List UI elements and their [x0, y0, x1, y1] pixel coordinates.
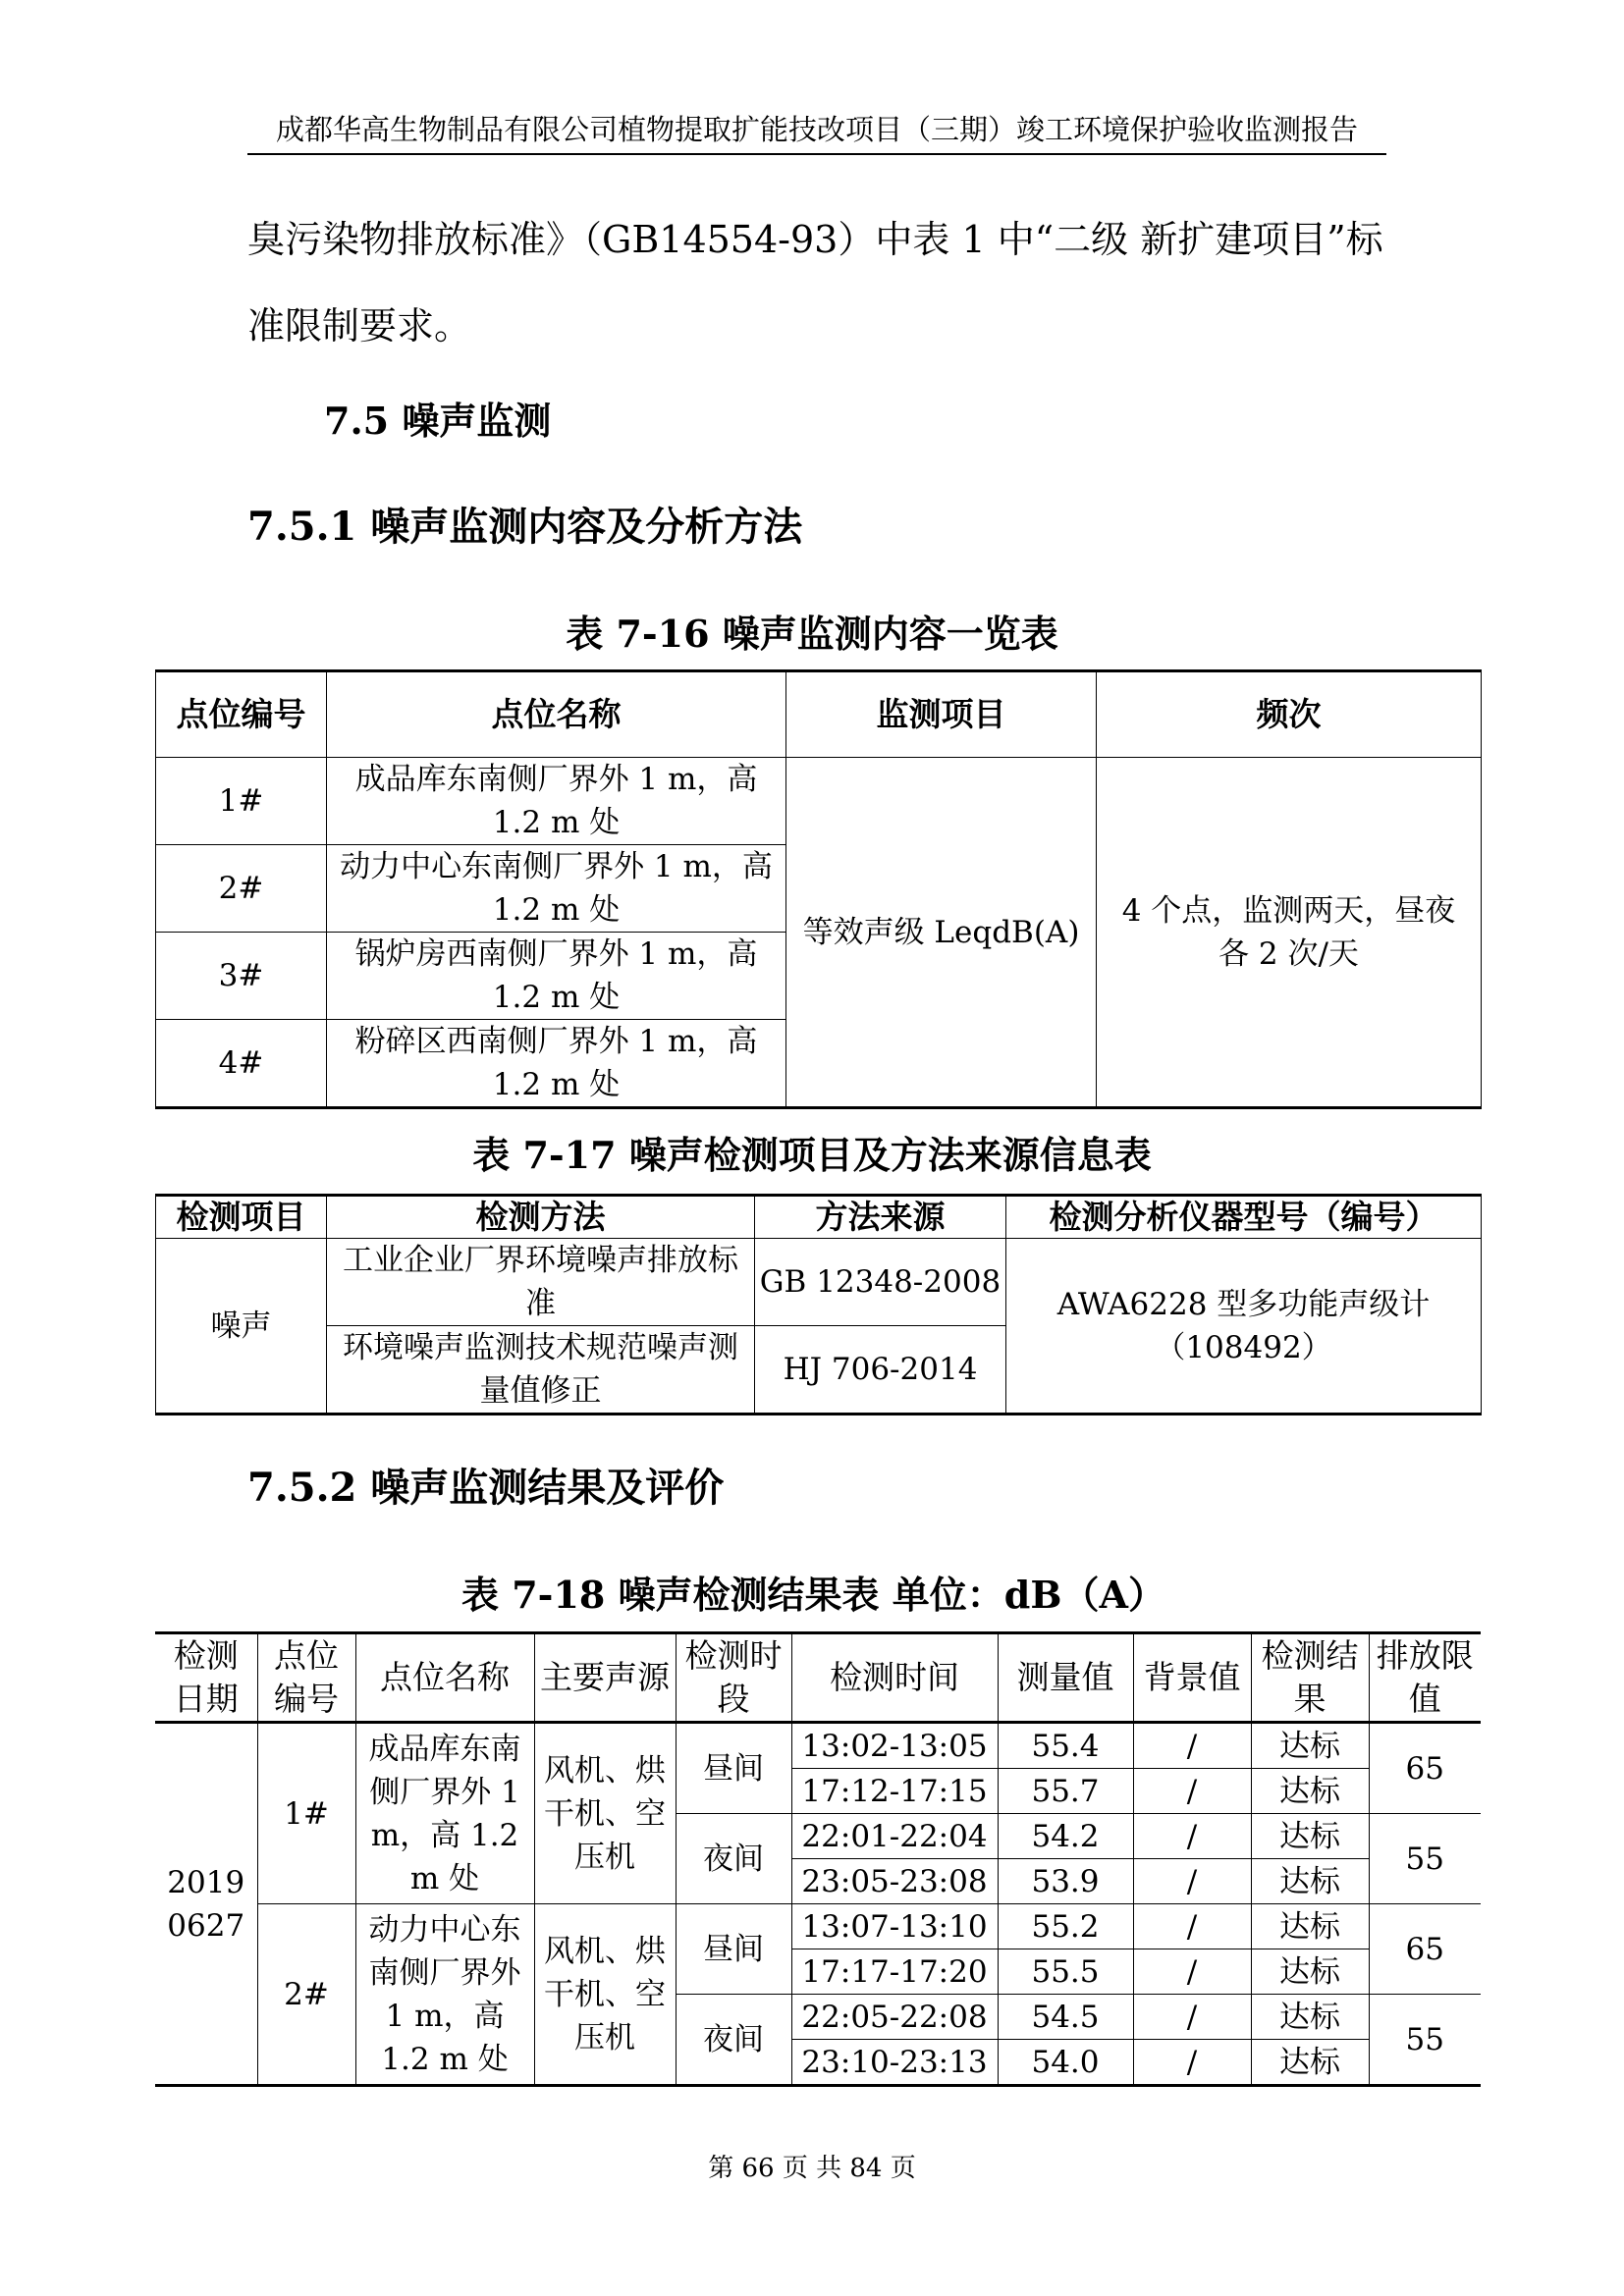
- test-time: 23:10-23:13: [791, 2040, 998, 2086]
- point-name: 成品库东南侧厂界外 1 m，高 1.2 m 处: [355, 1723, 534, 1904]
- test-method: 工业企业厂界环境噪声排放标准: [327, 1239, 755, 1326]
- background-value: /: [1133, 1904, 1251, 1949]
- test-time: 22:01-22:04: [791, 1814, 998, 1859]
- section-7-5-title: 7.5 噪声监测: [324, 399, 552, 443]
- table-header-cell: 测量值: [998, 1633, 1133, 1723]
- test-result: 达标: [1251, 2040, 1369, 2086]
- test-time: 13:07-13:10: [791, 1904, 998, 1949]
- section-7-5-2-title: 7.5.2 噪声监测结果及评价: [247, 1465, 725, 1511]
- test-date: 2019 0627: [155, 1723, 257, 2086]
- emission-limit: 65: [1369, 1904, 1481, 1995]
- point-name: 动力中心东南侧厂界外 1 m，高 1.2 m 处: [355, 1904, 534, 2086]
- test-period: 昼间: [676, 1904, 791, 1995]
- test-time: 13:02-13:05: [791, 1723, 998, 1769]
- test-result: 达标: [1251, 1995, 1369, 2040]
- method-source: GB 12348-2008: [755, 1239, 1006, 1326]
- monitoring-item: 等效声级 LeqdB(A): [786, 758, 1097, 1108]
- point-id: 3#: [156, 933, 327, 1020]
- section-7-5-1-title: 7.5.1 噪声监测内容及分析方法: [247, 504, 803, 550]
- test-result: 达标: [1251, 1814, 1369, 1859]
- point-name: 动力中心东南侧厂界外 1 m，高 1.2 m 处: [327, 845, 786, 933]
- table-header-cell: 方法来源: [755, 1196, 1006, 1239]
- point-name: 锅炉房西南侧厂界外 1 m，高 1.2 m 处: [327, 933, 786, 1020]
- instrument-model: AWA6228 型多功能声级计（108492）: [1006, 1239, 1482, 1415]
- measured-value: 53.9: [998, 1859, 1133, 1904]
- table-7-18: [155, 1631, 1481, 2087]
- emission-limit: 55: [1369, 1814, 1481, 1904]
- table-header-cell: 监测项目: [786, 671, 1097, 758]
- table-header-cell: 检测分析仪器型号（编号）: [1006, 1196, 1482, 1239]
- test-item: 噪声: [156, 1239, 327, 1415]
- emission-limit: 65: [1369, 1723, 1481, 1814]
- table-header-cell: 检测结果: [1251, 1633, 1369, 1723]
- test-period: 夜间: [676, 1995, 791, 2086]
- test-result: 达标: [1251, 1723, 1369, 1769]
- table-7-16-caption: 表 7-16 噪声监测内容一览表: [566, 612, 1058, 656]
- intro-line-1: 臭污染物排放标准》（GB14554-93）中表 1 中“二级 新扩建项目”标: [247, 218, 1383, 261]
- table-header-cell: 检测方法: [327, 1196, 755, 1239]
- table-header-cell: 检测时间: [791, 1633, 998, 1723]
- table-7-16: [155, 669, 1482, 1109]
- main-source: 风机、烘干机、空压机: [534, 1723, 676, 1904]
- background-value: /: [1133, 2040, 1251, 2086]
- table-header-cell: 点位编号: [257, 1633, 355, 1723]
- table-header-cell: 点位名称: [355, 1633, 534, 1723]
- measured-value: 55.5: [998, 1949, 1133, 1995]
- point-name: 成品库东南侧厂界外 1 m，高 1.2 m 处: [327, 758, 786, 845]
- test-period: 昼间: [676, 1723, 791, 1814]
- table-header-cell: 背景值: [1133, 1633, 1251, 1723]
- test-result: 达标: [1251, 1904, 1369, 1949]
- test-result: 达标: [1251, 1769, 1369, 1814]
- background-value: /: [1133, 1949, 1251, 1995]
- measured-value: 54.2: [998, 1814, 1133, 1859]
- point-name: 粉碎区西南侧厂界外 1 m，高 1.2 m 处: [327, 1020, 786, 1108]
- test-result: 达标: [1251, 1949, 1369, 1995]
- table-row: [156, 758, 1482, 845]
- test-time: 22:05-22:08: [791, 1995, 998, 2040]
- table-row: [156, 1239, 1482, 1326]
- table-row: [155, 1904, 1481, 1949]
- table-header-cell: 检测日期: [155, 1633, 257, 1723]
- background-value: /: [1133, 1995, 1251, 2040]
- emission-limit: 55: [1369, 1995, 1481, 2086]
- table-header-cell: 频次: [1097, 671, 1482, 758]
- method-source: HJ 706-2014: [755, 1326, 1006, 1415]
- table-7-17-caption: 表 7-17 噪声检测项目及方法来源信息表: [472, 1133, 1152, 1177]
- table-header-cell: 点位名称: [327, 671, 786, 758]
- background-value: /: [1133, 1814, 1251, 1859]
- test-time: 17:12-17:15: [791, 1769, 998, 1814]
- point-id: 1#: [257, 1723, 355, 1904]
- page-footer: 第 66 页 共 84 页: [708, 2154, 916, 2183]
- monitoring-frequency: 4 个点，监测两天，昼夜各 2 次/天: [1097, 758, 1482, 1108]
- table-header-cell: 检测项目: [156, 1196, 327, 1239]
- point-id: 1#: [156, 758, 327, 845]
- measured-value: 54.5: [998, 1995, 1133, 2040]
- point-id: 4#: [156, 1020, 327, 1108]
- table-header-cell: 检测时段: [676, 1633, 791, 1723]
- test-method: 环境噪声监测技术规范噪声测量值修正: [327, 1326, 755, 1415]
- point-id: 2#: [257, 1904, 355, 2086]
- intro-line-2: 准限制要求。: [247, 304, 472, 347]
- main-source: 风机、烘干机、空压机: [534, 1904, 676, 2086]
- table-7-17: [155, 1194, 1482, 1415]
- measured-value: 55.7: [998, 1769, 1133, 1814]
- point-id: 2#: [156, 845, 327, 933]
- table-header-cell: 排放限值: [1369, 1633, 1481, 1723]
- measured-value: 55.4: [998, 1723, 1133, 1769]
- table-header-cell: 点位编号: [156, 671, 327, 758]
- page-header: 成都华高生物制品有限公司植物提取扩能技改项目（三期）竣工环境保护验收监测报告: [247, 110, 1386, 155]
- background-value: /: [1133, 1723, 1251, 1769]
- test-time: 17:17-17:20: [791, 1949, 998, 1995]
- table-row: [155, 1723, 1481, 1769]
- test-result: 达标: [1251, 1859, 1369, 1904]
- background-value: /: [1133, 1859, 1251, 1904]
- test-period: 夜间: [676, 1814, 791, 1904]
- table-7-18-caption: 表 7-18 噪声检测结果表 单位：dB（A）: [461, 1573, 1165, 1617]
- measured-value: 55.2: [998, 1904, 1133, 1949]
- measured-value: 54.0: [998, 2040, 1133, 2086]
- table-header-cell: 主要声源: [534, 1633, 676, 1723]
- background-value: /: [1133, 1769, 1251, 1814]
- test-time: 23:05-23:08: [791, 1859, 998, 1904]
